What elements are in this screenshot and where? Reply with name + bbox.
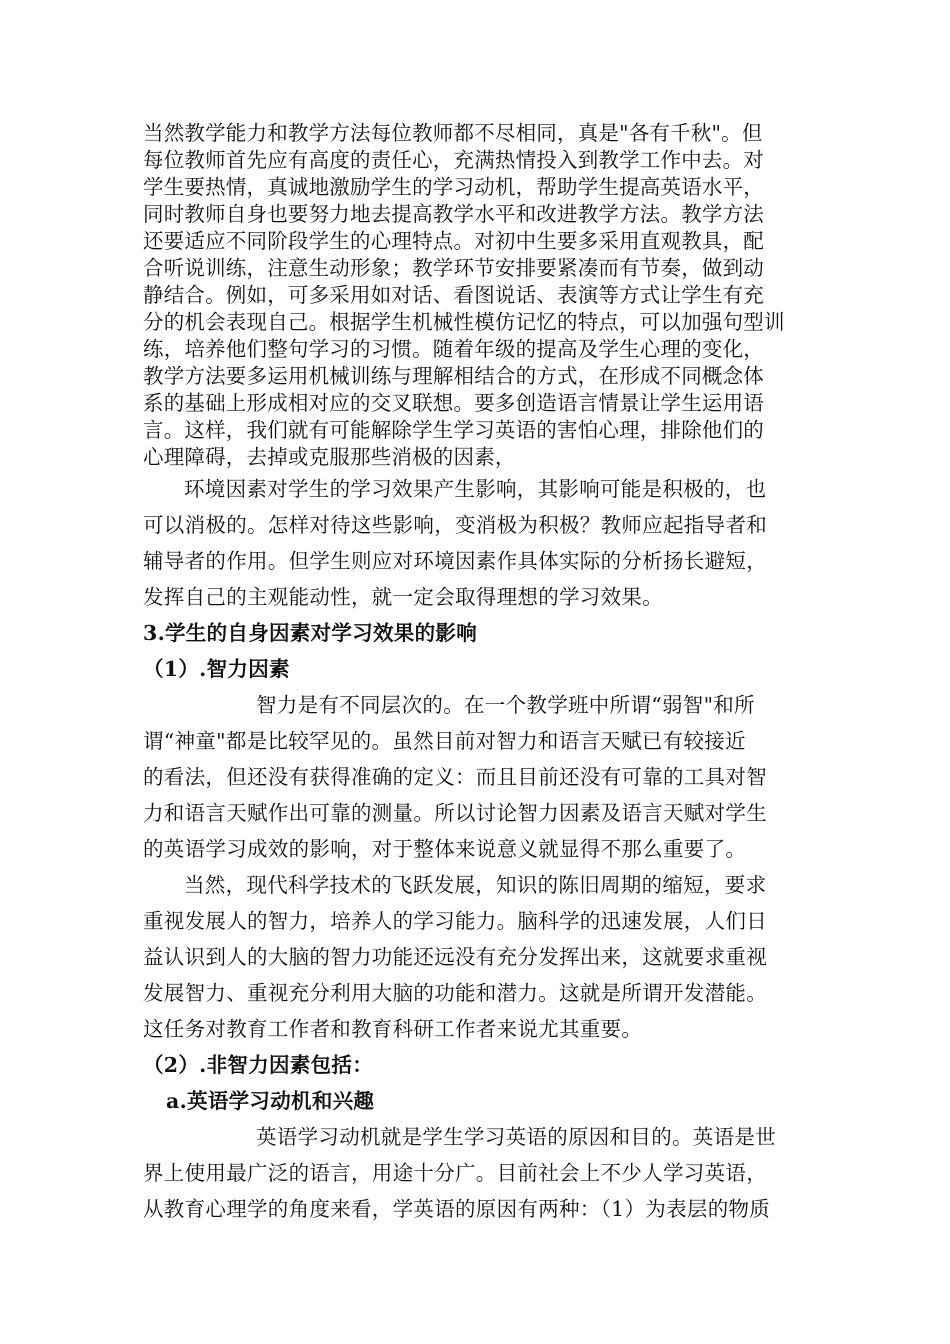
text-line: 分的机会表现自己。根据学生机械性模仿记忆的特点，可以加强句型训 bbox=[143, 310, 785, 334]
text-line: 合听说训练，注意生动形象；教学环节安排要紧凑而有节奏，做到动 bbox=[143, 256, 764, 280]
text-line: 发展智力、重视充分利用大脑的功能和潜力。这就是所谓开发潜能。 bbox=[143, 981, 767, 1005]
text-line: 练，培养他们整句学习的习惯。随着年级的提高及学生心理的变化， bbox=[143, 337, 764, 361]
text-line: 的英语学习成效的影响，对于整体来说意义就显得不那么重要了。 bbox=[143, 837, 747, 861]
section-heading: 3.学生的自身因素对学习效果的影响 bbox=[143, 621, 477, 645]
text-line: 的看法，但还没有获得准确的定义：而且目前还没有可靠的工具对智 bbox=[143, 765, 767, 789]
text-line: 谓“神童"都是比较罕见的。虽然目前对智力和语言天赋已有较接近 bbox=[143, 729, 746, 753]
text-line: 这任务对教育工作者和教育科研工作者来说尤其重要。 bbox=[143, 1017, 643, 1041]
text-line: 界上使用最广泛的语言，用途十分广。目前社会上不少人学习英语， bbox=[143, 1161, 767, 1185]
text-line: 智力是有不同层次的。在一个教学班中所谓“弱智"和所 bbox=[256, 693, 755, 717]
text-line: 当然教学能力和教学方法每位教师都不尽相同，真是"各有千秋"。但 bbox=[143, 121, 763, 145]
text-line: 静结合。例如，可多采用如对话、看图说话、表演等方式让学生有充 bbox=[143, 283, 764, 307]
text-line: 益认识到人的大脑的智力功能还远没有充分发挥出来，这就要求重视 bbox=[143, 945, 767, 969]
text-line: 当然，现代科学技术的飞跃发展，知识的陈旧周期的缩短，要求 bbox=[184, 873, 767, 897]
text-line: 英语学习动机就是学生学习英语的原因和目的。英语是世 bbox=[256, 1125, 776, 1149]
text-line: 从教育心理学的角度来看，学英语的原因有两种：（1）为表层的物质 bbox=[143, 1197, 771, 1221]
subsection-heading: （2）.非智力因素包括： bbox=[143, 1053, 374, 1077]
text-line: 力和语言天赋作出可靠的测量。所以讨论智力因素及语言天赋对学生 bbox=[143, 801, 767, 825]
text-line: 同时教师自身也要努力地去提高教学水平和改进教学方法。教学方法 bbox=[143, 202, 764, 226]
text-line: 学生要热情，真诚地激励学生的学习动机，帮助学生提高英语水平， bbox=[143, 175, 764, 199]
text-line: 教学方法要多运用机械训练与理解相结合的方式，在形成不同概念体 bbox=[143, 364, 764, 388]
text-line: 每位教师首先应有高度的责任心，充满热情投入到教学工作中去。对 bbox=[143, 148, 764, 172]
text-line: 发挥自己的主观能动性，就一定会取得理想的学习效果。 bbox=[143, 585, 663, 609]
text-line: 可以消极的。怎样对待这些影响，变消极为积极？教师应起指导者和 bbox=[143, 513, 767, 537]
text-line: 重视发展人的智力，培养人的学习能力。脑科学的迅速发展，人们日 bbox=[143, 909, 767, 933]
text-line: 环境因素对学生的学习效果产生影响，其影响可能是积极的，也 bbox=[184, 477, 767, 501]
subsubsection-heading: a.英语学习动机和兴趣 bbox=[166, 1089, 375, 1113]
text-line: 心理障碍，去掉或克服那些消极的因素， bbox=[143, 445, 516, 469]
text-line: 还要适应不同阶段学生的心理特点。对初中生要多采用直观教具，配 bbox=[143, 229, 764, 253]
subsection-heading: （1）.智力因素 bbox=[143, 657, 290, 681]
text-line: 言。这样，我们就有可能解除学生学习英语的害怕心理，排除他们的 bbox=[143, 418, 764, 442]
text-line: 辅导者的作用。但学生则应对环境因素作具体实际的分析扬长避短， bbox=[143, 549, 767, 573]
text-line: 系的基础上形成相对应的交叉联想。要多创造语言情景让学生运用语 bbox=[143, 391, 764, 415]
